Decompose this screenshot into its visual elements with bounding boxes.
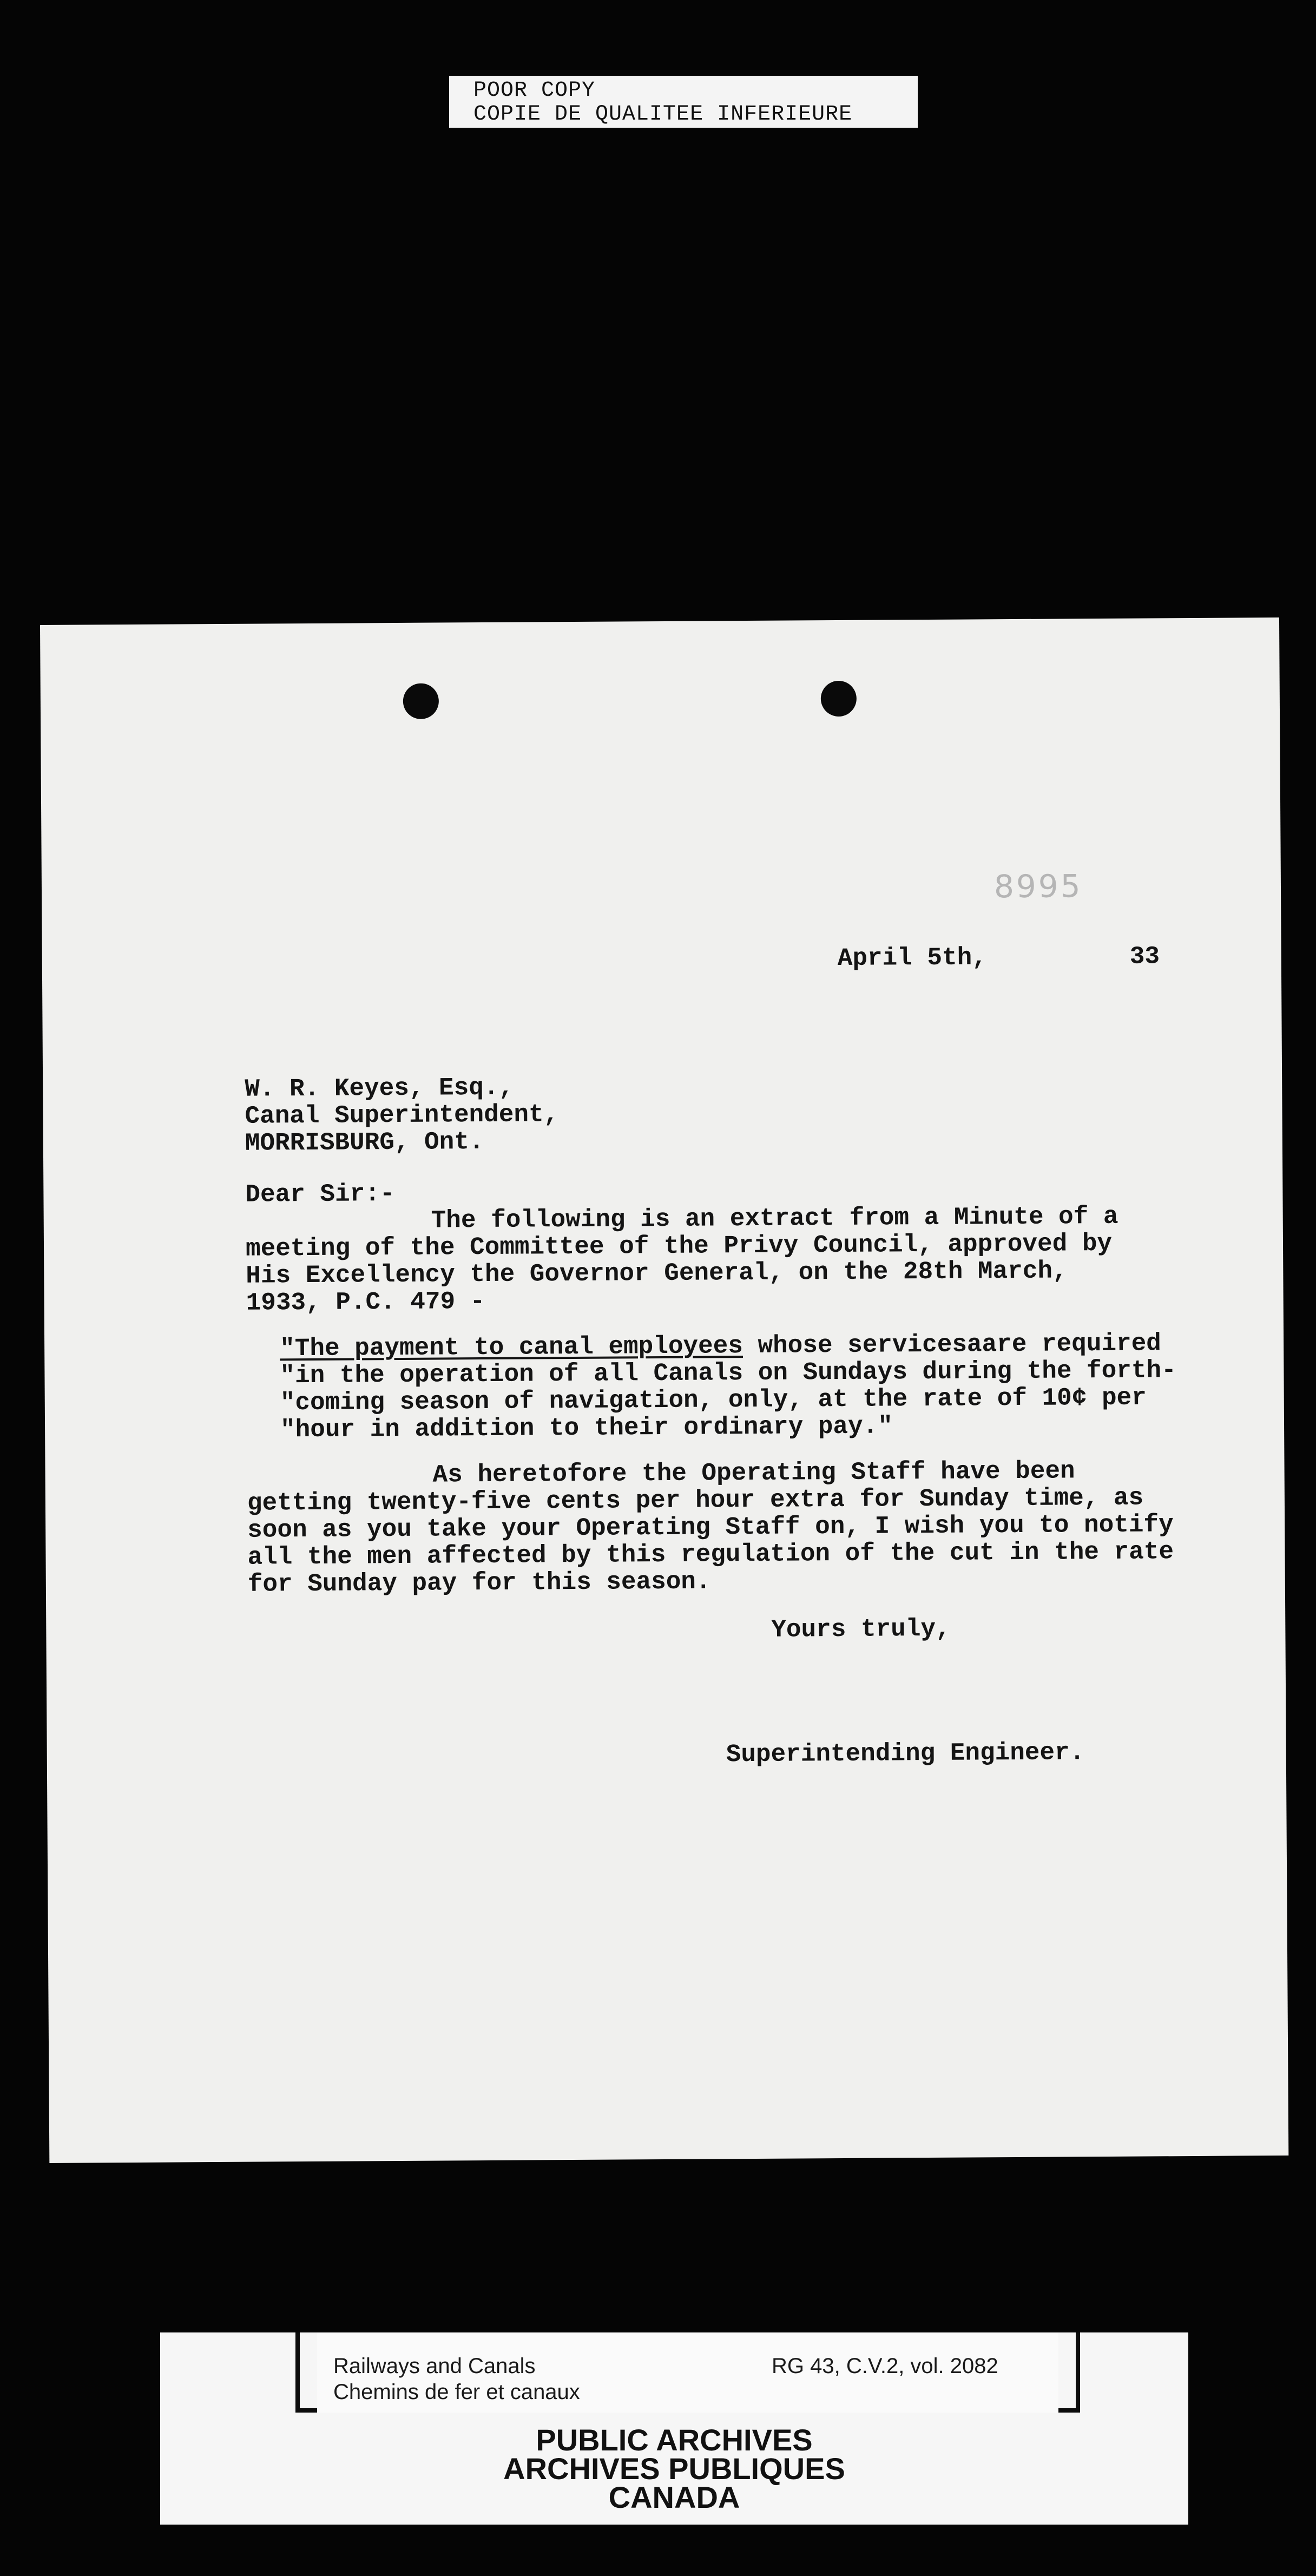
paragraph2-line2: getting twenty-five cents per hour extra for Sunday time, as [247, 1483, 1144, 1517]
poor-copy-label [449, 76, 918, 128]
paragraph2-line1: As heretofore the Operating Staff have been [432, 1457, 1075, 1489]
quote-underlined-text: "The payment to canal employees [280, 1332, 743, 1363]
archive-stamp-reference-box [317, 2332, 1058, 2413]
quote-line1-rest: whose servicesaare required [742, 1329, 1161, 1361]
file-number-stamp: 8995 [993, 868, 1083, 905]
archive-reference: RG 43, C.V.2, vol. 2082 [772, 2354, 998, 2378]
paragraph2-line5: for Sunday pay for this season. [247, 1567, 711, 1599]
quote-line4: "hour in addition to their ordinary pay." [280, 1412, 893, 1444]
recipient-title: Canal Superintendent, [245, 1100, 559, 1131]
closing: Yours truly, [771, 1614, 951, 1644]
quote-line3: "coming season of navigation, only, at the rate of 10¢ per [280, 1383, 1147, 1417]
public-archives-fr: ARCHIVES PUBLIQUES [503, 2452, 845, 2486]
poor-copy-label-fr: COPIE DE QUALITEE INFERIEURE [473, 102, 853, 127]
paragraph2-line3: soon as you take your Operating Staff on, I wish you to notify [247, 1510, 1174, 1545]
public-archives-en: PUBLIC ARCHIVES [536, 2423, 813, 2457]
archive-stamp [160, 2332, 1188, 2525]
poor-copy-label-en: POOR COPY [473, 78, 596, 103]
paragraph1-line1: The following is an extract from a Minute of a [431, 1202, 1118, 1235]
paragraph1-line3: His Excellency the Governor General, on the 28th March, [246, 1257, 1068, 1290]
salutation: Dear Sir:- [245, 1180, 395, 1209]
recipient-location: MORRISBURG, Ont. [245, 1128, 484, 1158]
paragraph1-line4: 1933, P.C. 479 - [246, 1287, 485, 1317]
department-en: Railways and Canals [333, 2354, 536, 2378]
paragraph1-line2: meeting of the Committee of the Privy Council, approved by [245, 1229, 1113, 1263]
quote-line2: "in the operation of all Canals on Sundays during the forth- [280, 1356, 1176, 1390]
punch-hole-right [821, 681, 857, 717]
letter-date: April 5th, [837, 943, 987, 973]
punch-hole-left [403, 684, 439, 719]
letter-year: 33 [1129, 942, 1160, 971]
paragraph2-line4: all the men affected by this regulation of the cut in the rate [247, 1537, 1174, 1572]
department-fr: Chemins de fer et canaux [333, 2380, 580, 2404]
recipient-name: W. R. Keyes, Esq., [245, 1073, 514, 1103]
public-archives-country: CANADA [608, 2480, 740, 2514]
signature-title: Superintending Engineer. [726, 1738, 1085, 1769]
letter-page [40, 617, 1288, 2163]
